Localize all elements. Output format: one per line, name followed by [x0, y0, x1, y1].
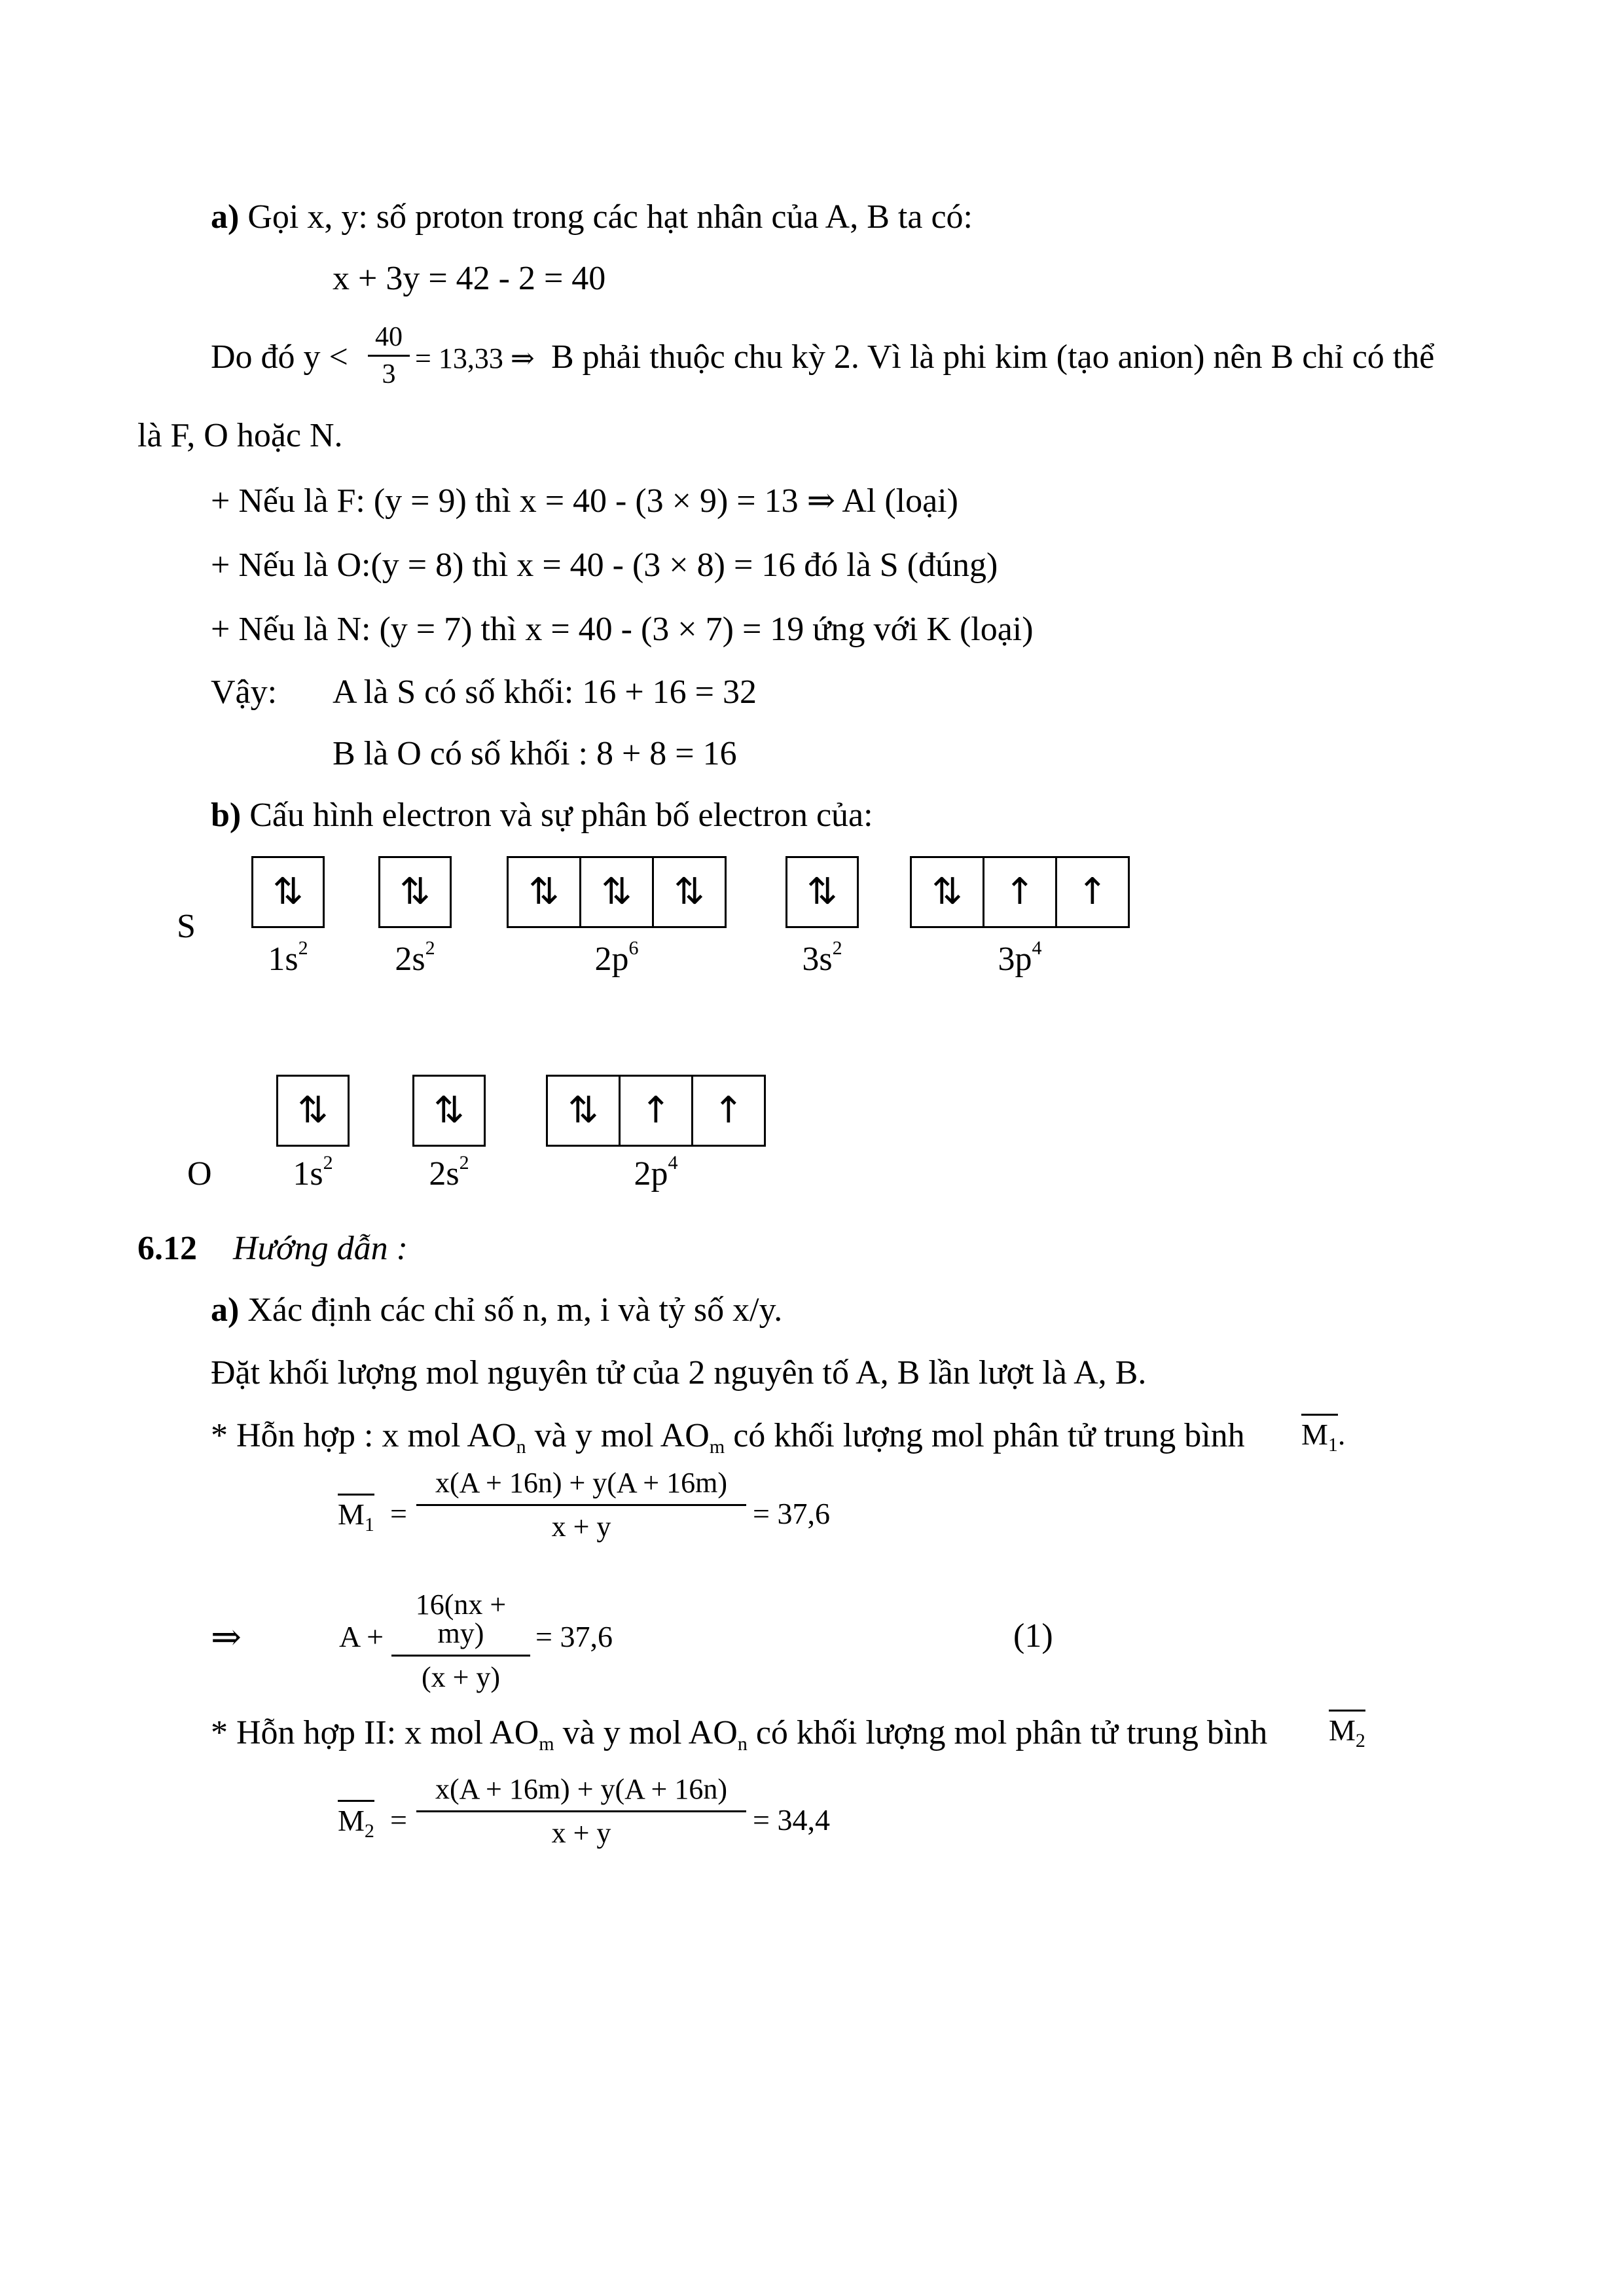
m-letter: M	[1329, 1713, 1356, 1747]
part-b-label: b)	[211, 797, 242, 834]
sulfur-1s-label	[251, 937, 325, 978]
orbital-name: 2p	[594, 941, 629, 978]
eq-m2-fraction	[416, 1775, 746, 1848]
problem-number: 6.12	[137, 1230, 197, 1267]
case-fluorine: + Nếu là F: (y = 9) thì x = 40 - (3 × 9) = 13 ⇒ Al (loại)	[211, 482, 958, 520]
mixture-1-line	[211, 1417, 1245, 1458]
m-letter: M	[338, 1498, 365, 1531]
orbital-name: 1s	[268, 941, 298, 978]
eq-m2-denominator: x + y	[551, 1817, 611, 1849]
eq2-fraction	[391, 1590, 530, 1692]
subscript-n: n	[516, 1436, 526, 1458]
mixture-2-suffix: có khối lượng mol phân tử trung bình	[747, 1714, 1268, 1751]
orbital-cell: ↑	[691, 1077, 764, 1145]
eq-m2-result: = 34,4	[753, 1803, 830, 1837]
oxygen-2s-box	[412, 1075, 486, 1147]
sulfur-symbol: S	[177, 908, 196, 945]
orbital-cell: ⇅	[399, 870, 431, 913]
fraction-bar	[391, 1655, 530, 1657]
eq2-lhs: A +	[339, 1620, 384, 1653]
eq-m1-fraction	[416, 1469, 746, 1541]
orbital-cell: ⇅	[652, 858, 725, 926]
orbital-name: 2s	[429, 1155, 460, 1193]
m-letter: M	[338, 1804, 365, 1837]
case-oxygen: + Nếu là O:(y = 8) thì x = 40 - (3 × 8) = 16 đó là S (đúng)	[211, 547, 998, 584]
orbital-name: 3p	[998, 941, 1032, 978]
orbital-name: 3s	[802, 941, 833, 978]
sulfur-3s-label	[785, 937, 859, 978]
do-do-suffix: B phải thuộc chu kỳ 2. Vì là phi kim (tạo anion) nên B chỉ có thể	[551, 338, 1435, 376]
vay-label: Vậy:	[211, 673, 278, 711]
eq2-tag: (1)	[1013, 1617, 1053, 1655]
part-a-intro: Gọi x, y: số proton trong các hạt nhân của A, B ta có:	[239, 198, 973, 236]
fraction-denominator: 3	[382, 359, 396, 389]
fraction-bar	[368, 355, 410, 357]
eq-m2-numerator: x(A + 16m) + y(A + 16n)	[435, 1773, 727, 1805]
line-continuation: là F, O hoặc N.	[137, 417, 343, 454]
m-letter: M	[1301, 1418, 1328, 1451]
sulfur-3s-box	[785, 856, 859, 928]
case-nitrogen: + Nếu là N: (y = 7) thì x = 40 - (3 × 7) = 19 ứng với K (loại)	[211, 611, 1034, 648]
eq-m2-equals: =	[390, 1803, 407, 1837]
mixture-2-prefix: * Hỗn hợp II: x mol AO	[211, 1714, 539, 1751]
m-subscript: 2	[1355, 1730, 1365, 1751]
m-subscript: 1	[364, 1514, 374, 1535]
eq-m1-numerator: x(A + 16n) + y(A + 16m)	[435, 1467, 727, 1499]
eq-m1-result: = 37,6	[753, 1497, 830, 1530]
orbital-name: 1s	[293, 1155, 323, 1193]
subscript-m: m	[539, 1733, 554, 1755]
orbital-name: 2p	[634, 1155, 668, 1193]
orbital-cell: ⇅	[297, 1089, 329, 1132]
orbital-electrons: 6	[628, 937, 639, 959]
orbital-name: 2s	[395, 941, 425, 978]
orbital-electrons: 4	[1032, 937, 1042, 959]
orbital-cell: ⇅	[806, 870, 838, 913]
oxygen-2s-label	[412, 1152, 486, 1193]
sulfur-2p-label	[507, 937, 727, 978]
oxygen-symbol: O	[187, 1155, 212, 1193]
problem-a-label: a)	[211, 1291, 240, 1329]
part-a-intro-line	[211, 200, 973, 234]
sulfur-1s-box	[251, 856, 325, 928]
mixture-1-prefix: * Hỗn hợp : x mol AO	[211, 1417, 516, 1454]
implies-arrow: ⇒	[211, 1617, 242, 1658]
equation-proton-sum: x + 3y = 42 - 2 = 40	[333, 260, 606, 297]
orbital-electrons: 2	[298, 937, 308, 959]
mixture-1-suffix: có khối lượng mol phân tử trung bình	[725, 1417, 1245, 1454]
fraction-bar	[416, 1810, 746, 1812]
eq-m1-equals: =	[390, 1497, 407, 1530]
orbital-cell: ⇅	[579, 858, 652, 926]
period: .	[1337, 1418, 1346, 1451]
fraction-numerator: 40	[375, 322, 403, 352]
problem-heading: Hướng dẫn :	[233, 1230, 408, 1267]
orbital-cell: ⇅	[931, 870, 963, 913]
conclusion-a: A là S có số khối: 16 + 16 = 32	[333, 673, 757, 711]
problem-a-text: Xác định các chỉ số n, m, i và tỷ số x/y.	[239, 1291, 783, 1329]
fraction-result: = 13,33 ⇒	[415, 342, 535, 374]
orbital-cell: ⇅	[528, 870, 560, 913]
orbital-cell: ⇅	[433, 1089, 465, 1132]
sulfur-2s-label	[378, 937, 452, 978]
orbital-electrons: 4	[668, 1152, 678, 1174]
do-do-prefix: Do đó y <	[211, 338, 348, 376]
orbital-cell: ↑	[1055, 858, 1128, 926]
sulfur-3p-label	[910, 937, 1130, 978]
orbital-cell: ⇅	[272, 870, 304, 913]
eq-m1-denominator: x + y	[551, 1511, 611, 1543]
problem-a-line	[211, 1293, 782, 1327]
oxygen-2p-box	[546, 1075, 766, 1147]
mixture-2-line	[211, 1714, 1268, 1755]
fraction-bar	[416, 1504, 746, 1506]
mixture-1-mid: và y mol AO	[526, 1417, 710, 1454]
eq2-denominator: (x + y)	[421, 1661, 501, 1693]
fraction-40-over-3	[368, 323, 410, 388]
subscript-n: n	[737, 1733, 748, 1755]
part-b-title-line	[211, 798, 873, 833]
m-subscript: 1	[1327, 1434, 1338, 1456]
orbital-electrons: 2	[832, 937, 842, 959]
eq2-result: = 37,6	[535, 1620, 613, 1653]
dat-statement: Đặt khối lượng mol nguyên tử của 2 nguyên tố A, B lần lượt là A, B.	[211, 1354, 1147, 1391]
sulfur-2p-box	[507, 856, 727, 928]
orbital-electrons: 2	[323, 1152, 333, 1174]
m-subscript: 2	[364, 1820, 374, 1842]
part-a-label: a)	[211, 198, 240, 236]
orbital-cell: ↑	[619, 1077, 691, 1145]
sulfur-2s-box	[378, 856, 452, 928]
oxygen-1s-label	[276, 1152, 350, 1193]
eq-m1-lhs	[338, 1494, 374, 1535]
eq2-numerator: 16(nx + my)	[415, 1588, 507, 1649]
oxygen-2p-label	[546, 1152, 766, 1193]
orbital-electrons: 2	[425, 937, 435, 959]
orbital-electrons: 2	[459, 1152, 469, 1174]
conclusion-b: B là O có số khối : 8 + 8 = 16	[333, 735, 737, 772]
orbital-cell: ↑	[983, 858, 1055, 926]
oxygen-1s-box	[276, 1075, 350, 1147]
eq-m2-lhs	[338, 1800, 374, 1842]
orbital-cell: ⇅	[568, 1089, 599, 1132]
sulfur-3p-box	[910, 856, 1130, 928]
mean-m2-symbol	[1329, 1710, 1365, 1751]
subscript-m: m	[709, 1436, 725, 1458]
part-b-title: Cấu hình electron và sự phân bố electron của:	[241, 797, 873, 834]
mixture-2-mid: và y mol AO	[554, 1714, 738, 1751]
mean-m1-symbol	[1301, 1414, 1346, 1456]
